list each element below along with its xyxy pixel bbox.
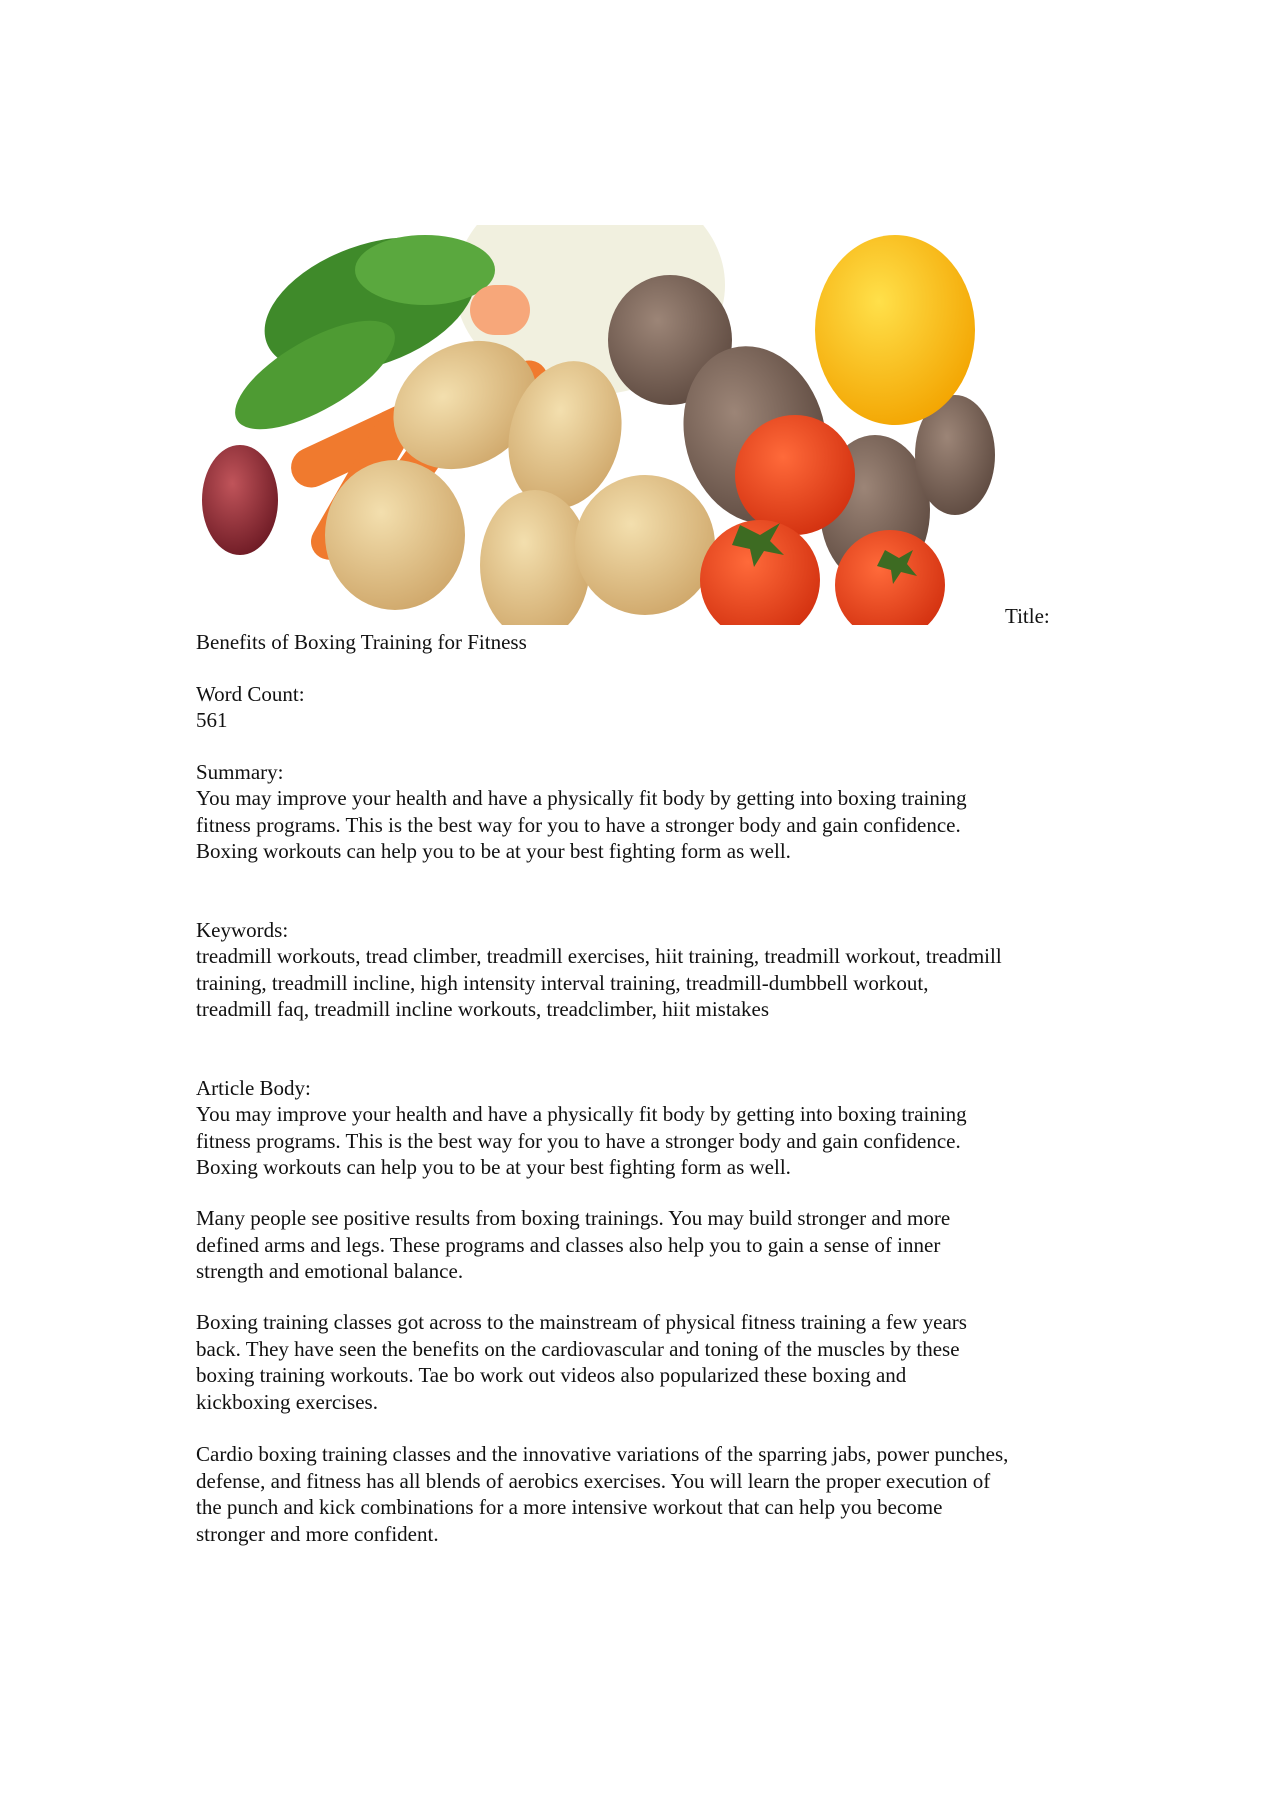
paragraph-line: stronger and more confident. (196, 1521, 439, 1546)
paragraph-line: strength and emotional balance. (196, 1259, 464, 1283)
paragraph-line: defense, and fitness has all blends of aerobics exercises. You will learn the proper execution of (196, 1468, 991, 1493)
vegetables-image (195, 225, 1005, 625)
summary-text (196, 785, 1096, 865)
article-paragraph (196, 1101, 1096, 1181)
paragraph-line: defined arms and legs. These programs and classes also help you to gain a sense of inner (196, 1232, 941, 1257)
article-paragraph (196, 1309, 1096, 1415)
paragraph-line: kickboxing exercises. (196, 1389, 378, 1414)
keywords-line: treadmill faq, treadmill incline workouts, treadclimber, hiit mistakes (196, 997, 769, 1021)
article-paragraph (196, 1441, 1096, 1547)
word-count-value: 561 (196, 708, 228, 732)
paragraph-line: Boxing training classes got across to the mainstream of physical fitness training a few years (196, 1310, 967, 1334)
summary-line: Boxing workouts can help you to be at your best fighting form as well. (196, 839, 791, 863)
keywords-line: treadmill workouts, tread climber, treadmill exercises, hiit training, treadmill workout, treadmill (196, 944, 1002, 968)
keywords-line: training, treadmill incline, high intensity interval training, treadmill-dumbbell workout, (196, 970, 929, 995)
paragraph-line: fitness programs. This is the best way for you to have a stronger body and gain confidence. (196, 1128, 961, 1153)
keywords-text (196, 943, 1096, 1023)
article-paragraph (196, 1205, 1096, 1285)
summary-label: Summary: (196, 760, 284, 784)
paragraph-line: Many people see positive results from boxing trainings. You may build stronger and more (196, 1206, 951, 1230)
title-label: Title: (1005, 604, 1050, 628)
word-count-label: Word Count: (196, 682, 305, 706)
paragraph-line: back. They have seen the benefits on the cardiovascular and toning of the muscles by these (196, 1336, 960, 1361)
summary-line: You may improve your health and have a physically fit body by getting into boxing training (196, 786, 967, 810)
paragraph-line: boxing training workouts. Tae bo work out videos also popularized these boxing and (196, 1363, 907, 1387)
paragraph-line: You may improve your health and have a physically fit body by getting into boxing training (196, 1102, 967, 1126)
keywords-label: Keywords: (196, 918, 289, 942)
article-body-label: Article Body: (196, 1076, 311, 1100)
summary-line: fitness programs. This is the best way for you to have a stronger body and gain confidence. (196, 812, 961, 837)
title-value: Benefits of Boxing Training for Fitness (196, 630, 527, 654)
paragraph-line: Boxing workouts can help you to be at your best fighting form as well. (196, 1155, 791, 1179)
paragraph-line: the punch and kick combinations for a more intensive workout that can help you become (196, 1495, 943, 1519)
vegetables-illustration (195, 225, 1005, 625)
paragraph-line: Cardio boxing training classes and the innovative variations of the sparring jabs, power punches, (196, 1442, 1009, 1466)
